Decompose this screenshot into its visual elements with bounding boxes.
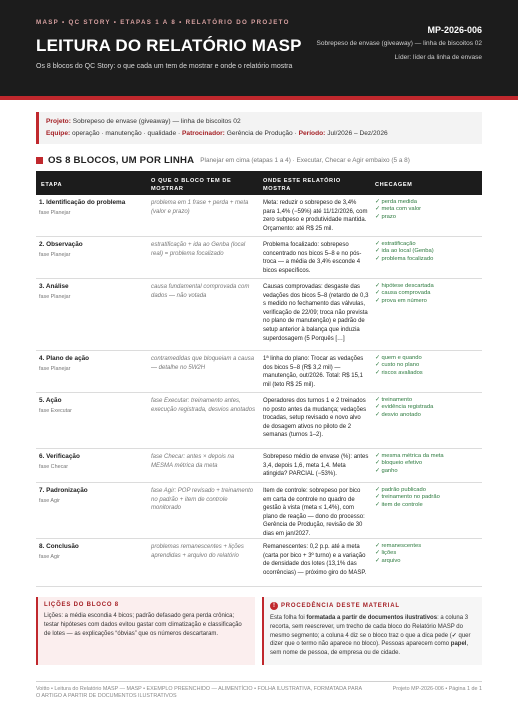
periodo-value: Jul/2026 – Dez/2026 — [327, 130, 388, 137]
project-line-1 — [46, 116, 475, 128]
check-item: ✓ padrão publicado — [375, 487, 479, 494]
row-mostrar: contramedidas que bloqueiam a causa — detalhe no 5W2H — [151, 356, 255, 371]
header-meta-project: Sobrepeso de envase (giveaway) — linha de biscoitos 02 — [316, 40, 482, 47]
etapa-fase: fase Agir — [39, 497, 60, 504]
etapa-name: 8. Conclusão — [39, 543, 79, 550]
check-item: ✓ evidência registrada — [375, 404, 479, 411]
row-mostrado: Operadores dos turnos 1 e 2 treinados no posto antes da mudança; vedações trocadas, setup revisado e novo alvo de dosagem ativos no piloto de 2 semanas (turnos 1–2). — [263, 398, 367, 439]
section-square-icon — [36, 157, 43, 164]
blocks-table — [36, 171, 482, 587]
etapa-name: 4. Plano de ação — [39, 355, 90, 362]
row-checagem — [372, 539, 482, 586]
check-item: ✓ ganho — [375, 468, 479, 475]
etapa-fase: fase Planejar — [39, 365, 71, 372]
row-etapa-cell — [36, 449, 148, 482]
equipe-value: operação · manutenção · qualidade — [72, 130, 177, 137]
provenance-heading — [270, 602, 476, 610]
etapa-fase: fase Checar — [39, 463, 69, 470]
row-mostrado: 1ª linha do plano: Trocar as vedações dos bicos 5–8 (R$ 3,2 mil) — manutenção, out/2026. Total: R$ 15,1 mil (teto R$ 25 mil). — [263, 356, 364, 388]
row-mostrar: fase Agir: POP revisado + treinamento no padrão + item de controle monitorado — [151, 488, 254, 512]
section-title: OS 8 BLOCOS, UM POR LINHA — [48, 154, 195, 166]
etapa-fase: fase Planejar — [39, 209, 71, 216]
check-item: ✓ treinamento no padrão — [375, 494, 479, 501]
projeto-value: Sobrepeso de envase (giveaway) — linha de biscoitos 02 — [72, 118, 241, 125]
lessons-title: LIÇÕES DO BLOCO 8 — [44, 602, 119, 608]
row-etapa-cell — [36, 351, 148, 392]
footer-left: Voitto • Leitura do Relatório MASP — MASP • EXEMPLO PREENCHIDO — ALIMENTÍCIO • FOLHA ILUSTRATIVA, FORMATADA PARA O ARTIGO A PARTIR DE DOCUMENTOS ILUSTRATIVOS — [36, 686, 362, 700]
check-item: ✓ estratificação — [375, 241, 479, 248]
section-heading — [36, 154, 410, 166]
row-checagem — [372, 195, 482, 236]
check-item: ✓ desvio anotado — [375, 412, 479, 419]
check-item: ✓ prova em número — [375, 298, 479, 305]
check-item: ✓ remanescentes — [375, 543, 479, 550]
provenance-title: PROCEDÊNCIA DESTE MATERIAL — [281, 603, 400, 609]
table-row — [36, 393, 482, 449]
header-meta — [292, 39, 482, 63]
project-line-2: Equipe: operação · manutenção · qualidade · Patrocinador: Gerência de Produção · Período: Jul/2026 – Dez/2026 — [46, 130, 388, 137]
footer-right: Projeto MP-2026-006 • Página 1 de 1 — [392, 686, 482, 692]
lessons-text: Lições: a média escondia 4 bicos; padrão defasado gera perda crônica; testar hipóteses com dados evitou gastar com climatização e classificação de lotes — as explicações “óbvias” que os números descartaram. — [44, 613, 242, 637]
equipe-label: Equipe: — [46, 130, 71, 137]
row-checagem — [372, 237, 482, 278]
row-etapa-cell — [36, 539, 148, 586]
page-header — [0, 0, 518, 96]
row-mostrar: problemas remanescentes + lições aprendidas + arquivo do relatório — [151, 544, 244, 559]
row-mostrar: causa fundamental comprovada com dados — não votada — [151, 284, 250, 299]
check-item: ✓ perda medida — [375, 199, 479, 206]
alert-icon: ! — [270, 602, 278, 610]
provenance-text: Esta folha foi formatada a partir de documentos ilustrativos: a coluna 3 recorta, sem reescrever, um trecho de cada bloco do Relatório MASP do mesmo segmento; a coluna 4 diz se o bloco traz o que a dica pede (✓ quer dizer que o termo não aparece no bloco). Pessoas aparecem como papel, sem nome de pessoa, de empresa ou de cidade. — [270, 615, 471, 657]
row-etapa-cell — [36, 483, 148, 538]
row-mostrado: Sobrepeso médio de envase (%): antes 3,4, depois 1,6, meta 1,4. Meta atingida? PARCIAL (−53%). — [263, 454, 369, 478]
row-checagem — [372, 449, 482, 482]
provenance-box — [262, 597, 482, 665]
check-item: ✓ quem e quando — [375, 355, 479, 362]
check-item: ✓ ida ao local (Genba) — [375, 248, 479, 255]
row-mostrar: estratificação + ida ao Genba (local real) = problema focalizado — [151, 242, 246, 257]
table-row — [36, 279, 482, 351]
row-mostrado: Causas comprovadas: desgaste das vedações dos bicos 5–8 (retardo de 0,3 s medido no fechamento das válvulas, verificação de 22/09; troca não prevista no plano de manutenção) e padrão de setup anterior à balança que induzia superdosagem (5 Porquês […] — [263, 284, 369, 342]
lessons-box — [36, 597, 255, 665]
etapa-fase: fase Planejar — [39, 251, 71, 258]
document-id: MP-2026-006 — [427, 25, 482, 35]
check-item: ✓ prazo — [375, 214, 479, 221]
row-etapa-cell — [36, 237, 148, 278]
etapa-fase: fase Executar — [39, 407, 72, 414]
row-mostrar: fase Executar: treinamento antes, execução registrada, desvios anotados — [151, 398, 256, 413]
header-meta-leader: Líder: líder da linha de envase — [394, 53, 482, 61]
row-etapa-cell — [36, 393, 148, 448]
check-item: ✓ treinamento — [375, 397, 479, 404]
periodo-label: Período: — [298, 130, 326, 137]
row-checagem — [372, 279, 482, 350]
etapa-name: 1. Identificação do problema — [39, 199, 126, 206]
check-item: ✓ lições — [375, 550, 479, 557]
page-title: LEITURA DO RELATÓRIO MASP — [36, 36, 302, 55]
table-row — [36, 483, 482, 539]
row-etapa-cell — [36, 279, 148, 350]
table-header — [36, 171, 482, 195]
page-footer — [36, 681, 482, 701]
check-item: ✓ hipótese descartada — [375, 283, 479, 290]
etapa-name: 3. Análise — [39, 283, 69, 290]
table-row — [36, 237, 482, 279]
page-subtitle: Os 8 blocos do QC Story: o que cada um tem de mostrar e onde o relatório mostra — [36, 63, 293, 70]
etapa-fase: fase Agir — [39, 553, 60, 560]
table-row — [36, 195, 482, 237]
etapa-name: 7. Padronização — [39, 487, 88, 494]
etapa-name: 5. Ação — [39, 397, 62, 404]
row-etapa-cell — [36, 195, 148, 236]
header-accent-bar — [0, 96, 518, 100]
table-row — [36, 449, 482, 483]
header-mostrado: ONDE ESTE RELATÓRIO MOSTRA — [263, 178, 341, 192]
check-item: ✓ meta com valor — [375, 206, 479, 213]
check-item: ✓ item de controle — [375, 502, 479, 509]
header-kicker: MASP • QC STORY • ETAPAS 1 A 8 • RELATÓRIO DO PROJETO — [36, 19, 290, 26]
patrocinador-label: Patrocinador: — [182, 130, 225, 137]
row-mostrar: fase Checar: antes × depois na MESMA métrica da meta — [151, 454, 235, 469]
table-row — [36, 539, 482, 587]
check-item: ✓ bloqueio efetivo — [375, 460, 479, 467]
check-item: ✓ riscos avaliados — [375, 370, 479, 377]
row-checagem — [372, 483, 482, 538]
check-item: ✓ arquivo — [375, 558, 479, 565]
check-item: ✓ mesma métrica da meta — [375, 453, 479, 460]
check-item: ✓ problema focalizado — [375, 256, 479, 263]
etapa-fase: fase Planejar — [39, 293, 71, 300]
header-checagem: CHECAGEM — [375, 182, 413, 188]
row-mostrado: Remanescentes: 0,2 p.p. até a meta (carta por bico + 3º turno) e a variação de densidade dos lotes (13,1% das ocorrências) — próximo giro do MASP. — [263, 544, 367, 576]
patrocinador-value: Gerência de Produção — [226, 130, 293, 137]
projeto-label: Projeto: — [46, 118, 71, 125]
row-checagem — [372, 393, 482, 448]
check-item: ✓ causa comprovada — [375, 290, 479, 297]
etapa-name: 2. Observação — [39, 241, 83, 248]
etapa-name: 6. Verificação — [39, 453, 80, 460]
header-etapa: ETAPA — [41, 182, 63, 188]
row-mostrado: Problema focalizado: sobrepeso concentrado nos bicos 5–8 e no pós-troca — a média de 3,4% esconde 4 bicos específicos. — [263, 242, 362, 274]
row-mostrar: problema em 1 frase + perda + meta (valor e prazo) — [151, 200, 249, 215]
header-mostrar: O QUE O BLOCO TEM DE MOSTRAR — [151, 178, 232, 192]
row-checagem — [372, 351, 482, 392]
section-note: Planejar em cima (etapas 1 a 4) · Executar, Checar e Agir embaixo (5 a 8) — [200, 156, 410, 164]
check-item: ✓ custo no plano — [375, 362, 479, 369]
row-mostrado: Meta: reduzir o sobrepeso de 3,4% para 1,4% (−59%) até 11/12/2026, com zero subpeso e produtividade mantida. Orçamento: até R$ 25 mil. — [263, 200, 368, 232]
table-row — [36, 351, 482, 393]
row-mostrado: Item de controle: sobrepeso por bico em carta de controle no quadro de gestão à vista (meta ≤ 1,4%), com plano de reação — dono do processo: Gerência de Produção, revisão de 30 dias em jan/2027. — [263, 488, 365, 537]
project-info-box — [36, 112, 482, 144]
